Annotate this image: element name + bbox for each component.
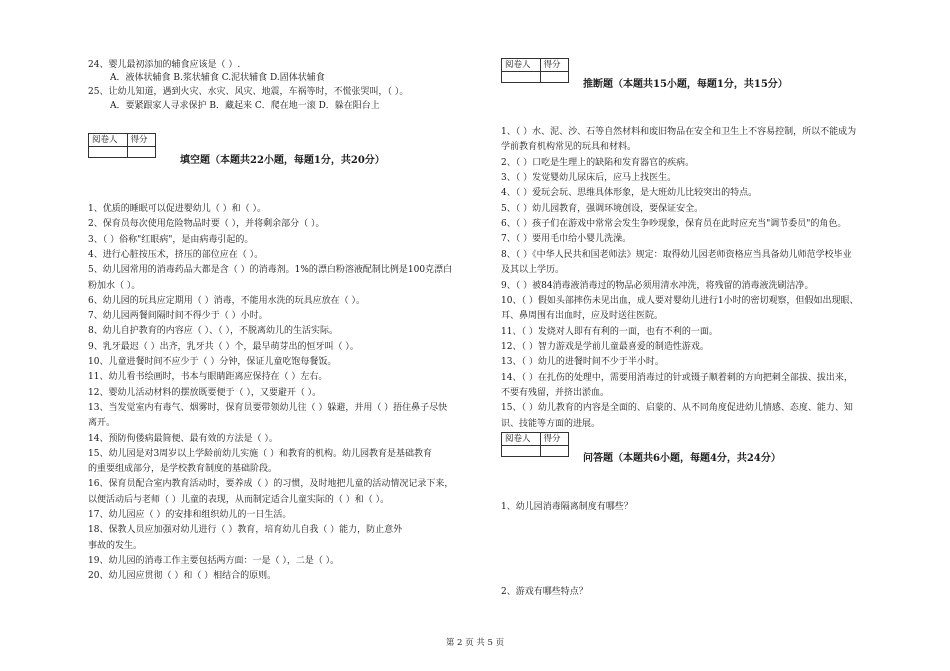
- question-line: 15、（ ）幼儿教育的内容是全面的、启蒙的、从不同角度促进幼儿情感、态度、能力、知: [501, 403, 853, 414]
- question-line: 耳、鼻周围有出血时，应及时送往医院。: [501, 311, 664, 322]
- question-line: 14、（ ）在扎伤的处理中，需要用消毒过的针或镊子顺着刺的方向把刺全部拔、拔出来，: [501, 372, 853, 383]
- question-line: 20、幼儿园应贯彻（ ）和（ ）相结合的原则。: [88, 571, 277, 582]
- question-line: A．要紧跟家人寻求保护 B．藏起来 C．爬在地一滚 D．躲在阳台上: [110, 101, 380, 111]
- question-line: 7、幼儿园两餐间隔时间不得少于（ ）小时。: [88, 311, 268, 322]
- question-line: 8、（ ）《中华人民共和国老师法》规定：取得幼儿园老师资格应当具备幼儿师范学校毕业: [501, 249, 852, 260]
- question-line: 8、幼儿自护教育的内容应（ ）、（ ），不脱离幼儿的生活实际。: [88, 326, 338, 337]
- question-line: 12、婴幼儿活动材料的摆放既要便于（ ），又要避开（ ）。: [88, 387, 322, 398]
- reviewer-label: 阅卷人: [502, 59, 541, 72]
- question-line: 11、幼儿看书绘画时，书本与眼睛距离应保持在（ ）左右。: [88, 372, 328, 383]
- question-line: 17、幼儿园应（ ）的安排和组织幼儿的一日生活。: [88, 510, 292, 520]
- question-line: 25、让幼儿知道，遇到火灾、水灾、风灾、地震，车祸等时，不慌张哭叫，（ ）。: [88, 87, 409, 97]
- question-line: 学前教育机构常见的玩具和材料。: [501, 142, 637, 153]
- question-line: 7、（ ）要用毛巾给小婴儿洗澡。: [501, 234, 632, 245]
- question-line: 4、（ ）爱玩会玩、思维具体形象，是大班幼儿比较突出的特点。: [501, 188, 758, 199]
- judge-section-title: 推断题（本题共15小题，每题1分，共15分）: [583, 79, 788, 90]
- question-line: 13、（ ）幼儿的进餐时间不少于半小时。: [501, 357, 664, 368]
- question-line: 12、（ ）智力游戏是学前儿童最喜爱的制造性游戏。: [501, 341, 709, 352]
- question-line: 5、（ ）幼儿园教育，强调环境创设，要保证安全。: [501, 203, 704, 214]
- question-line: 16、保育员配合室内教育活动时，要养成（ ）的习惯，及时地把儿童的活动情况记录下来，: [88, 479, 454, 490]
- question-line: 3、（ ）俗称"红眼病"，是由病毒引起的。: [88, 234, 254, 245]
- question-line: 2、（ ）口吃是生理上的缺陷和发育器官的疾病。: [501, 157, 695, 168]
- score-box-qa: [501, 432, 569, 457]
- question-line: 24、婴儿最初添加的辅食应该是（ ）.: [88, 60, 241, 70]
- question-line: 事故的发生。: [88, 540, 143, 551]
- question-line: 识、技能等方面的进展。: [501, 418, 601, 429]
- reviewer-label: 阅卷人: [502, 433, 541, 446]
- question-line: 粉加水（ ）。: [88, 280, 141, 291]
- question-line: 2、保育员每次使用危险物品时要（ ），并将剩余部分（ ）。: [88, 219, 325, 230]
- reviewer-label: 阅卷人: [89, 134, 128, 147]
- question-line: 6、幼儿园的玩具应定期用（ ）消毒，不能用水洗的玩具应放在（ ）。: [88, 295, 365, 306]
- question-line: 10、儿童进餐时间不应少于（ ）分钟，保证儿童吃饱每餐饭。: [88, 357, 337, 367]
- question-line: 及其以上学历。: [501, 265, 565, 276]
- question-line: 以便活动后与老师（ ）儿童的表现，从而制定适合儿童实际的（ ）和（ ）。: [88, 494, 390, 505]
- score-box-fill: [88, 133, 156, 158]
- question-line: 15、幼儿园是对3周岁以上学龄前幼儿实施（ ）和教育的机构。幼儿园教育是基础教育: [88, 448, 433, 459]
- question-line: 11、（ ）发烧对人即有有利的一面，也有不利的一面。: [501, 326, 718, 337]
- question-line: 的重要组成部分，是学校教育制度的基础阶段。: [88, 464, 278, 475]
- question-line: 6、（ ）孩子们在游戏中常常会发生争吵现象，保育员在此时应充当"调节委员"的角色。: [501, 219, 847, 230]
- question-line: 18、保教人员应加强对幼儿进行（ ）教育，培育幼儿自我（ ）能力，防止意外: [88, 525, 403, 536]
- question-line: 4、进行心脏按压术，挤压的部位应在（ ）。: [88, 249, 264, 260]
- question-line: 1、（ ）水、泥、沙、石等自然材料和废旧物品在安全和卫生上不容易控制，所以不能成为: [501, 127, 857, 137]
- page-footer: 第 2 页 共 5 页: [445, 638, 505, 648]
- question-line: 3、（ ）发觉婴幼儿尿床后，应马上找医生。: [501, 173, 677, 184]
- question-line: 13、当发觉室内有毒气、烟雾时，保育员要带领幼儿往（ ）躲避，并用（ ）捂住鼻子尽快: [88, 402, 448, 413]
- score-label: 得分: [540, 433, 568, 446]
- score-label: 得分: [127, 134, 155, 147]
- question-line: 离开。: [88, 418, 116, 429]
- question-line: 1、优质的睡眠可以促进婴幼儿（ ）和（ ）。: [88, 204, 266, 214]
- question-line: 14、预防佝偻病最简便、最有效的方法是（ ）。: [88, 433, 278, 444]
- question-line: 1、幼儿园消毒隔离制度有哪些？: [501, 502, 633, 512]
- fill-section-title: 填空题（本题共22小题，每题1分，共20分）: [180, 155, 385, 166]
- question-line: 9、（ ）被84消毒液消毒过的物品必须用清水冲洗，将残留的消毒液洗刷洁净。: [501, 280, 814, 291]
- score-label: 得分: [540, 59, 568, 72]
- qa-section-title: 问答题（本题共6小题，每题4分，共24分）: [583, 453, 781, 464]
- score-box-judge: [501, 58, 569, 83]
- question-line: 不要有残留，并挤出淤血。: [501, 387, 610, 398]
- question-line: 9、乳牙最迟（ ）出齐，乳牙共（ ）个，最早萌芽出的恒牙叫（ ）。: [88, 341, 359, 352]
- question-line: 19、幼儿园的消毒工作主要包括两方面：一是（ ），二是（ ）。: [88, 555, 340, 566]
- question-line: 2、游戏有哪些特点？: [501, 587, 588, 597]
- question-line: 5、幼儿园常用的消毒药品大都是含（ ）的消毒剂。1%的漂白粉溶液配制比例是100克漂白: [88, 265, 453, 276]
- question-line: A．液体状辅食 B.浆状辅食 C.泥状辅食 D.固体状辅食: [110, 73, 325, 83]
- question-line: 10、（ ）假如头部摔伤未见出血，成人要对婴幼儿进行1小时的密切观察，但假如出现眼、: [501, 295, 859, 306]
